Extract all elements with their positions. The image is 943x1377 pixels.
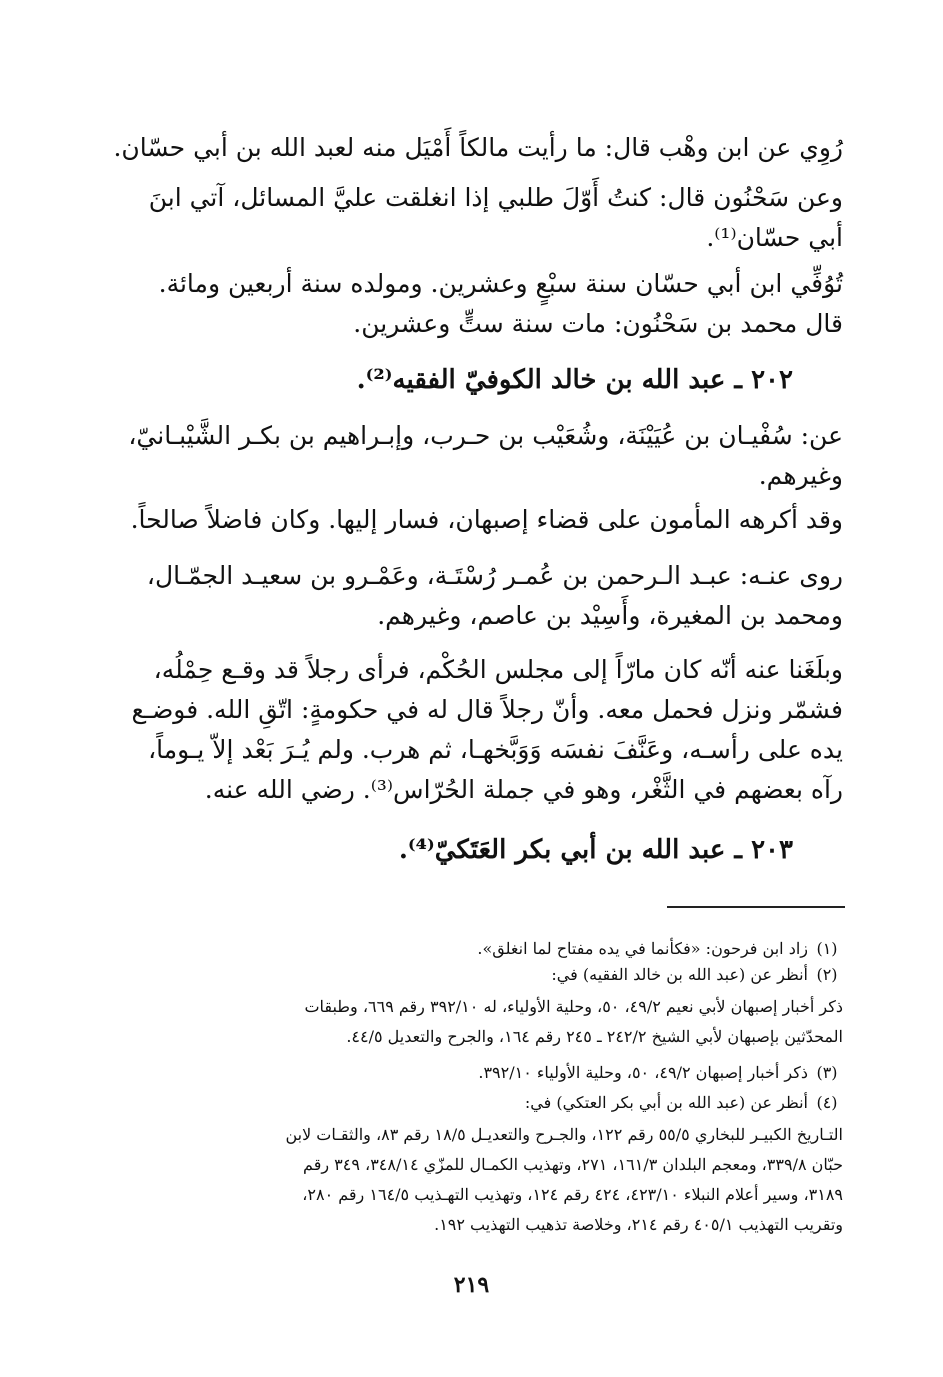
footnote-number-2: (٢) xyxy=(816,965,838,984)
footnote-2-line-1: ذكر أخبار إصبهان لأبي نعيم ٤٩/٢، ٥٠، وحلية الأولياء، له ٣٩٢/١٠ رقم ٦٦٩، وطبقات xyxy=(304,997,843,1016)
footnote-number-4: (٤) xyxy=(816,1093,838,1112)
footnote-4-line-1: التـاريخ الكبيـر للبخاري ٥٥/٥ رقم ١٢٢، والجـرح والتعديـل ١٨/٥ رقم ٨٣، والثقـات لابن xyxy=(285,1125,843,1144)
footnote-3: ذكر أخبار إصبهان ٤٩/٢، ٥٠، وحلية الأولياء ٣٩٢/١٠. xyxy=(478,1063,808,1082)
paragraph-muhammad-sahnun: قال محمد بن سَحْنُون: مات سنة ستٍّ وعشرين. xyxy=(353,309,843,338)
footnote-4-line-4: وتقريب التهذيب ٤٠٥/١ رقم ٢١٤، وخلاصة تذهيب التهذيب ١٩٢. xyxy=(434,1215,843,1234)
paragraph-ibn-wahb: رُوِي عن ابن وهْب قال: ما رأيت مالكاً أَمْيَل منه لعبد الله بن أبي حسّان. xyxy=(113,133,843,162)
footnote-4: أنظر عن (عبد الله بن أبي بكر العتكي) في: xyxy=(524,1093,808,1112)
page-number: ٢١٩ xyxy=(453,1272,490,1298)
footnote-4-line-2: حبّان ٣٣٩/٨، ومعجم البلدان ١٦١/٣، ٢٧١، وتهذيب الكمـال للمزّي ٣٤٨/١٤، ٣٤٩ رقم xyxy=(303,1155,843,1174)
footnote-1: زاد ابن فرحون: «فكأنما في يده مفتاح لما انغلق». xyxy=(477,939,808,958)
footnote-number-1: (١) xyxy=(816,939,838,958)
paragraph-judgeship: وقد أكرهه المأمون على قضاء إصبهان، فسار إليها. وكان فاضلاً صالحاً. xyxy=(130,505,843,534)
footnote-separator xyxy=(667,906,845,908)
paragraph-students: روى عنـه: عبـد الـرحمن بن عُمـر رُسْتَـة، وعَمْـرو بن سعيـد الجمّـال، ومحمد بن المغيرة، وأَسِيْد بن عاصم، وغيرهم. xyxy=(146,561,843,630)
paragraph-death-date: تُوُفِّي ابن أبي حسّان سنة سبْعٍ وعشرين. ومولده سنة أربعين ومائة. xyxy=(158,269,843,298)
footnote-number-3: (٣) xyxy=(816,1063,838,1082)
footnote-2: أنظر عن (عبد الله بن خالد الفقيه) في: xyxy=(551,965,808,984)
footnote-4-line-3: ٣١٨٩، وسير أعلام النبلاء ٤٢٣/١٠، ٤٢٤ رقم ١٢٤، وتهذيب التهـذيب ١٦٤/٥ رقم ٢٨٠، xyxy=(302,1185,843,1204)
entry-heading-203: ٢٠٣ ـ عبد الله بن أبي بكر العَتَكيّ⁽⁴⁾. xyxy=(398,835,793,865)
paragraph-anecdote: وبلَغَنا عنه أنّه كان مارّاً إلى مجلس الحُكْم، فرأى رجلاً قد وقـع حِمْلُه، فشمّر ونزل فحمل معه. وأنّ رجلاً قال له في حكومةٍ: اتّقِ الله. فوضـع يده على رأسـه، وعَنَّفَ نفسَه وَوَبَّخهـا، ثم هرب. ولم يُـرَ بَعْد إلاّ يـوماً، رآه بعضهم في الثَّغْر، وهو في جملة الحُرّاس⁽³⁾. رضي الله عنه. xyxy=(131,655,843,804)
entry-heading-202: ٢٠٢ ـ عبد الله بن خالد الكوفيّ الفقيه⁽²⁾. xyxy=(356,365,793,395)
paragraph-teachers: عن: سُفْيـان بن عُيَيْنَة، وشُعَيْب بن حـرب، وإبـراهيم بن بكـر الشَّيْبـانيّ، وغيرهم. xyxy=(128,421,843,490)
paragraph-sahnun: وعن سَحْنُون قال: كنتُ أَوّلَ طلبي إذا انغلقت عليَّ المسائل، آتي ابنَ أبي حسّان⁽¹⁾. xyxy=(148,183,843,252)
footnote-2-line-2: المحدّثين بإصبهان لأبي الشيخ ٢٤٢/٢ ـ ٢٤٥ رقم ١٦٤، والجرح والتعديل ٤٤/٥. xyxy=(346,1027,843,1046)
